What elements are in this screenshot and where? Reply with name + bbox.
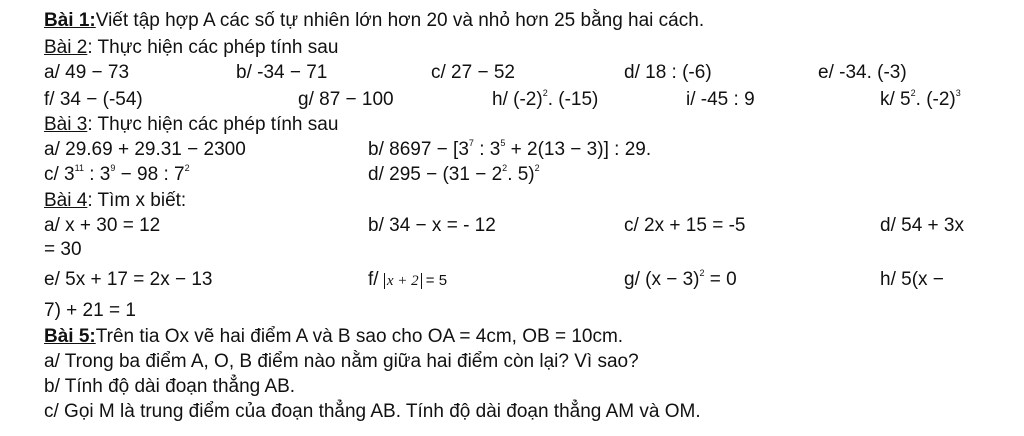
bai-4-b: b/ 34 − x = - 12 [368, 215, 496, 236]
bai-3-c: c/ $3^{11}$ : $3^9 - 98$ : $7^2$ [44, 163, 190, 185]
bai-4-title: Bài 4 [44, 190, 88, 211]
bai-2-text: : Thực hiện các phép tính sau [87, 37, 339, 58]
bai-4-h-continued: 7) + 21 = 1 [44, 300, 136, 321]
bai-2-row-1 [44, 61, 1004, 85]
bai-2-d: d/ 18 : (-6) [624, 62, 712, 83]
bai-4-row-1-cont [44, 238, 1004, 262]
bai-3-d: d/ $295 - (31 - 2^2$. 5)$^2$ [368, 163, 540, 185]
bai-4-text: : Tìm x biết: [87, 190, 187, 211]
bai-4-h: h/ 5(x − [880, 269, 944, 290]
bai-2-title: Bài 2 [44, 37, 88, 58]
bai-2-a: a/ 49 − 73 [44, 62, 130, 83]
bai-4-row-2 [44, 268, 1004, 292]
bai-4-row-2-cont [44, 299, 1004, 323]
bai-5-b: b/ Tính độ dài đoạn thẳng AB. [44, 376, 296, 397]
bai-1-text: Viết tập hợp A các số tự nhiên lớn hơn 20 và nhỏ hơn 25 bằng hai cách. [95, 10, 705, 31]
bai-4-row-1 [44, 214, 1004, 238]
bai-1-title: Bài 1: [44, 10, 96, 31]
bai-2-c: c/ 27 − 52 [431, 62, 515, 83]
bai-2-f: f/ 34 − (-54) [44, 89, 143, 110]
bai-5-title: Bài 5: [44, 326, 96, 347]
bai-4-e: e/ 5x + 17 = 2x − 13 [44, 269, 213, 290]
bai-2 [44, 36, 1004, 60]
bai-2-g: g/ 87 − 100 [298, 89, 394, 110]
bai-2-i: i/ -45 : 9 [686, 89, 755, 110]
bai-2-e: e/ -34. (-3) [818, 62, 907, 83]
bai-5-c: c/ Gọi M là trung điểm của đoạn thẳng AB. Tính độ dài đoạn thẳng AM và OM. [44, 401, 701, 422]
bai-3-b: b/ $8697 - [3^7$ : $3^5 + 2(13 - 3)$] : 29. [368, 138, 652, 160]
bai-4-a: a/ x + 30 = 12 [44, 215, 161, 236]
bai-4-d-continued: = 30 [44, 239, 82, 260]
bai-3-title: Bài 3 [44, 114, 88, 135]
bai-4 [44, 189, 1004, 213]
bai-3-text: : Thực hiện các phép tính sau [87, 114, 339, 135]
bai-4-g: g/ $(x - 3)^2 = 0$ [624, 268, 737, 290]
bai-4-f: f/ x + 2 = 5 [368, 269, 448, 290]
bai-2-k: k/ $5^2$. $(-2)^3$ [880, 88, 961, 110]
bai-1 [44, 9, 1004, 33]
bai-5-a: a/ Trong ba điểm A, O, B điểm nào nằm giữa hai điểm còn lại? Vì sao? [44, 351, 639, 372]
bai-3-row-1 [44, 138, 1004, 162]
bai-2-b: b/ -34 − 71 [236, 62, 328, 83]
bai-2-row-2 [44, 88, 1004, 112]
bai-5-text: Trên tia Ox vẽ hai điểm A và B sao cho OA = 4cm, OB = 10cm. [95, 326, 624, 347]
bai-3 [44, 113, 1004, 137]
bai-3-a: a/ 29.69 + 29.31 − 2300 [44, 139, 246, 160]
bai-4-c: c/ 2x + 15 = -5 [624, 215, 746, 236]
bai-5 [44, 325, 1004, 349]
bai-2-h: h/ $(-2)^2$. (-15) [492, 88, 599, 110]
bai-4-d: d/ 54 + 3x [880, 215, 964, 236]
bai-3-row-2 [44, 163, 1004, 187]
